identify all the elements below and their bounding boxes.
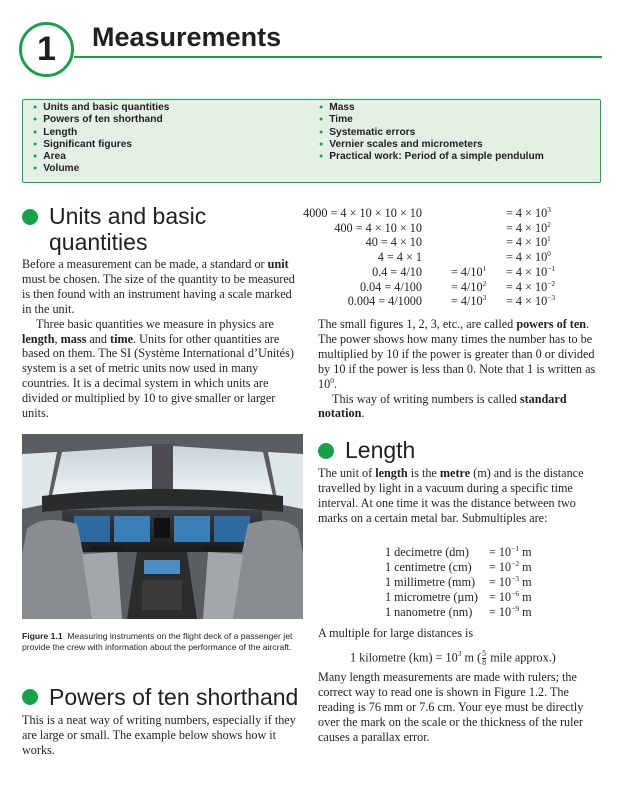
submultiple-value: = $10^{-2}$ m <box>489 558 532 574</box>
power-result: = $4 \times 10^0$ <box>506 249 551 265</box>
submultiple-name: 1 centimetre (cm) <box>385 559 472 574</box>
power-result: = $4 \times 10^1$ <box>506 234 551 250</box>
figure-caption <box>22 631 306 653</box>
power-expression: 0.4 = 4/10 <box>372 264 422 279</box>
powers-explanation <box>318 317 604 421</box>
contents-item: ● Systematic errors <box>319 127 544 139</box>
units-paragraph-1: Before a measurement can be made, a standard or unit must be chosen. The size of the quantity to be measured is then found with an instrument having a scale marked in the unit. <box>22 257 295 316</box>
kilometre-definition: 1 kilometre $(km) = 10^3$ m ( $\frac{5}{8}$ mile approx.) <box>350 649 556 667</box>
submultiple-value: = $10^{-1}$ m <box>489 543 532 559</box>
section-bullet-icon <box>22 209 38 225</box>
figure-label: Figure 1.1 <box>22 631 63 641</box>
submultiples-list <box>318 545 604 623</box>
contents-item: ● Length <box>33 127 169 139</box>
power-expression: 400 = 4 × 10 × 10 <box>334 220 422 235</box>
contents-item: ● Time <box>319 114 544 126</box>
length-paragraph-2: Many length measurements are made with rulers; the correct way to read one is shown in Figure 1.2. The reading is 76 mm or 7.6 cm. Your eye must be directly over the mark on the scale or the thickness of the ruler causes a parallax error. <box>318 670 584 744</box>
chapter-number-badge <box>19 22 74 77</box>
submultiple-name: 1 micrometre (µm) <box>385 589 478 604</box>
units-paragraph-2: Three basic quantities we measure in physics are length, mass and time. Units for other quantities are based on them. The SI (Système International d’Unités) system is a set of metric units now used in many countries. It is a decimal system in which units are divided or multiplied by 10 to give smaller or larger units. <box>22 316 294 421</box>
contents-item: ● Vernier scales and micrometers <box>319 139 544 151</box>
cockpit-illustration <box>22 434 303 619</box>
flight-deck-photo <box>22 434 303 619</box>
powers-explanation-1: The small figures 1, 2, 3, etc., are called powers of ten. The power shows how many times the number has to be multiplied by 10 if the power is greater than 0 or divided by 10 if the power is less than 0. Note that 1 is written as $10^0$. <box>318 317 596 391</box>
power-expression: 40 = 4 × 10 <box>365 235 422 250</box>
contents-item: ● Significant figures <box>33 139 169 151</box>
contents-item: ● Area <box>33 151 169 163</box>
section-bullet-icon <box>22 689 38 705</box>
power-expression: 0.04 = 4/100 <box>359 279 422 294</box>
heading-line: quantities <box>49 229 148 255</box>
figure-caption-text: Measuring instruments on the flight deck of a passenger jet provide the crew with information about the performance of the aircraft. <box>22 631 293 652</box>
power-result: = $4 \times 10^2$ <box>506 219 551 235</box>
units-body <box>22 257 304 421</box>
power-result: = $4 \times 10^3$ <box>506 204 551 220</box>
contents-item: ● Powers of ten shorthand <box>33 114 169 126</box>
powers-intro: This is a neat way of writing numbers, especially if they are large or small. The example below shows how it works. <box>22 713 296 757</box>
contents-item: ● Volume <box>33 163 169 175</box>
power-result: = $4 \times 10^{-1}$ <box>506 263 556 279</box>
submultiple-value: = $10^{-9}$ m <box>489 603 532 619</box>
chapter-rule <box>74 56 602 58</box>
chapter-contents-box <box>22 99 601 183</box>
submultiple-value: = $10^{-3}$ m <box>489 573 532 589</box>
chapter-title: Measurements <box>92 22 282 52</box>
section-heading-length: Length <box>345 437 416 463</box>
length-intro <box>318 466 594 526</box>
submultiple-name: 1 millimetre (mm) <box>385 574 476 589</box>
power-fraction: = $4/10^2$ <box>451 278 487 294</box>
power-fraction: = $4/10^3$ <box>451 293 487 309</box>
length-paragraph-1: The unit of length is the metre (m) and is the distance travelled by light in a vacuum during a specific time interval. At one time it was the distance between two marks on a certain metal bar. Submultiples are: <box>318 466 584 525</box>
powers-table <box>303 204 603 316</box>
contents-item: ● Practical work: Period of a simple pendulum <box>319 151 544 163</box>
power-expression: 4 = 4 × 1 <box>377 250 422 265</box>
submultiple-name: 1 nanometre (nm) <box>385 604 473 619</box>
power-expression: 4000 = 4 × 10 × 10 × 10 <box>303 206 422 220</box>
power-result: = $4 \times 10^{-2}$ <box>506 278 556 294</box>
heading-line: Units and basic <box>49 203 207 229</box>
powers-explanation-2: This way of writing numbers is called standard notation. <box>318 391 567 421</box>
power-fraction: = $4/10^1$ <box>451 263 487 279</box>
contents-item: ● Mass <box>319 102 544 114</box>
fraction: $\frac{5}{8}$ <box>482 649 487 667</box>
multiple-intro: A multiple for large distances is <box>318 626 474 640</box>
submultiple-value: = $10^{-6}$ m <box>489 588 532 604</box>
section-heading-powers: Powers of ten shorthand <box>49 684 299 710</box>
power-expression: 0.004 = 4/1000 <box>347 294 422 309</box>
section-bullet-icon <box>318 443 334 459</box>
contents-right-list <box>319 102 544 163</box>
power-result: = $4 \times 10^{-3}$ <box>506 293 556 309</box>
chapter-number: 1 <box>37 30 56 68</box>
contents-left-list <box>33 102 169 176</box>
contents-item: ● Units and basic quantities <box>33 102 169 114</box>
section-heading-units <box>49 203 206 255</box>
submultiple-name: 1 decimetre (dm) <box>385 545 469 559</box>
